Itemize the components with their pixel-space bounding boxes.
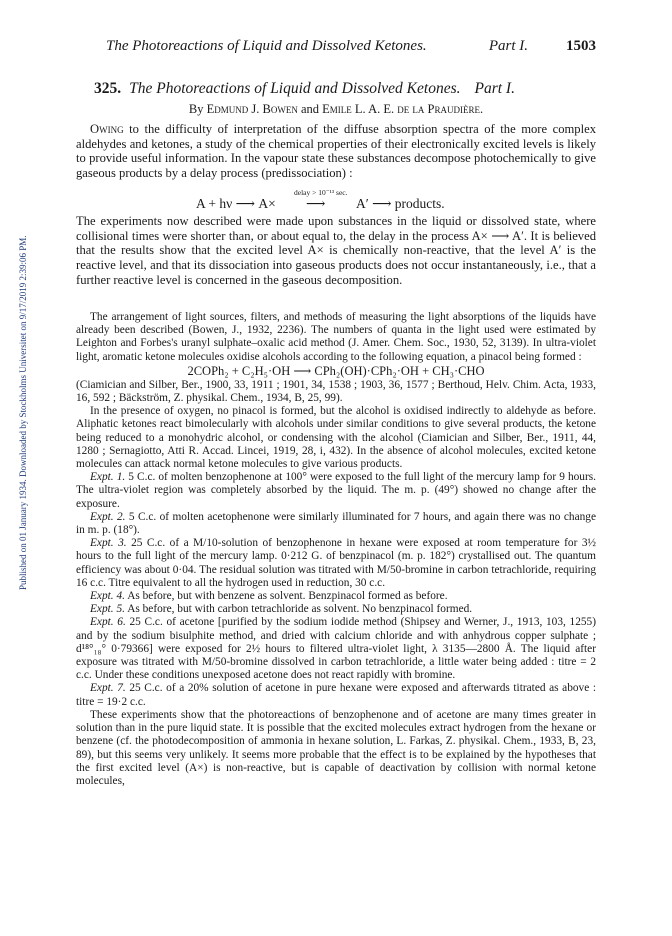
expt-7-text: 25 C.c. of a 20% solution of acetone in pure hexane were exposed and afterwards titrated as above : titre = 19·2 c.c. bbox=[76, 682, 597, 708]
expt-4-label: Expt. 4. bbox=[90, 590, 125, 603]
paragraph-last: These experiments show that the photoreactions of benzophenone and of acetone are many times greater in solution than in the pure liquid state. It is possible that the excited molecules extract hydrogen from the hexane or benzene (cf. the photodecomposition of ammonia in hexane solution, L. Farkas, Z. physikal. Chem., 1933, B, 23, 89), but this seems very unlikely. It seems more probable that the effect is to be explained by the hypotheses that the first excited level (A×) is non-reactive, but is capable of deactivation by collision with normal ketone molecules, bbox=[76, 708, 596, 787]
para2-block bbox=[76, 214, 596, 288]
article-title-text: The Photoreactions of Liquid and Dissolved Ketones. bbox=[129, 80, 461, 97]
expt-1-text: 5 C.c. of molten benzophenone at 100° were exposed to the full light of the mercury lamp for 9 hours. The ultra-violet region was completely absorbed by the liquid. The m. p. (49°) showed no change after the exposure. bbox=[76, 471, 596, 510]
eq1-right: A′ ⟶ products. bbox=[356, 196, 445, 211]
expt-1-label: Expt. 1. bbox=[90, 471, 126, 484]
expt-2 bbox=[76, 511, 596, 537]
expt-5 bbox=[76, 603, 596, 616]
paragraph-5: In the presence of oxygen, no pinacol is formed, but the alcohol is oxidised indirectly to aldehyde as before. Aliphatic ketones react bimolecularly with alcohols under similar conditions to give several products, the ketone being reduced to a monohydric alcohol, or condensing with the alcohol (Ciamician and Silber, Ber., 1911, 44, 1280 ; Sernagiotto, Atti R. Accad. Lincei, 1919, 28, i, 432). In the absence of alcohol molecules, excited ketone molecules can attack normal ketone molecules to give various products. bbox=[76, 405, 596, 471]
article-number: 325. bbox=[94, 80, 122, 97]
running-part: Part I. bbox=[488, 38, 528, 54]
paragraph-4: (Ciamician and Silber, Ber., 1900, 33, 1911 ; 1901, 34, 1538 ; 1903, 36, 1577 ; Berthoud, Helv. Chim. Acta, 1933, 16, 592 ; Bäckström, Z. physikal. Chem., 1934, B, 25, 99). bbox=[76, 378, 596, 405]
download-stamp-text: Published on 01 January 1934. Downloaded by Stockholms Universitet on 9/17/2019 2:39:06 PM. bbox=[18, 235, 28, 590]
download-stamp bbox=[8, 150, 28, 590]
expt-6-text: 25 C.c. of acetone [purified by the sodium iodide method (Shipsey and Werner, J., 1913, 103, 1255) and by the sodium bisulphite method, and dried with calcium chloride and with anhydrous copper sulphate ; d¹⁸°₁₈° 0·79366] were exposed for 2½ hours to filtered ultra-violet light, λ 3135—2800 Å. The liquid after exposure was titrated with M/50-bromine dissolved in carbon tetrachloride, a little water being added : titre = 2 c.c. Under these conditions unexposed acetone does not react rapidly with bromine. bbox=[76, 616, 597, 682]
expt-4-text: As before, but with benzene as solvent. Benzpinacol formed as before. bbox=[127, 590, 448, 603]
experimental-block bbox=[76, 311, 596, 788]
drop-word: Owing bbox=[90, 122, 124, 136]
expt-3-text: 25 C.c. of a M/10-solution of benzophenone in hexane were exposed at room temperature for 3½ hours to the full light of the mercury lamp. 0·212 G. of benzpinacol (m. p. 182°) crystallised out. The quantum efficiency was about 0·04. The residual solution was titrated with M/50-bromine in carbon tetrachloride, requiring 16 c.c. Titre equivalent to all the hydrogen used in reduction, 30 c.c. bbox=[76, 537, 596, 589]
equation-1 bbox=[196, 190, 476, 214]
intro-text: to the difficulty of interpretation of the diffuse absorption spectra of the more complex aldehydes and ketones, a study of the chemical properties of their electronically excited levels is likely to provide useful information. In the vapour state these substances decompose photochemically to give gaseous products by a delay process (predissociation) : bbox=[76, 122, 596, 181]
article-part: Part I. bbox=[474, 80, 515, 97]
eq1-left: A + hν ⟶ A× bbox=[196, 196, 276, 211]
equation-2: 2COPh₂ + C₂H₅·OH ⟶ CPh₂(OH)·CPh₂·OH + CH₃·CHO bbox=[187, 363, 485, 378]
expt-3-label: Expt. 3. bbox=[90, 537, 127, 550]
expt-4 bbox=[76, 590, 596, 603]
byline-and: and bbox=[300, 102, 320, 116]
author-2: Emile L. A. E. de la Praudière. bbox=[322, 102, 484, 116]
expt-7 bbox=[76, 682, 596, 708]
expt-7-label: Expt. 7. bbox=[90, 682, 126, 695]
intro-block bbox=[76, 122, 596, 181]
running-header bbox=[76, 38, 596, 56]
byline bbox=[76, 102, 596, 117]
expt-2-label: Expt. 2. bbox=[90, 510, 126, 523]
expt-3 bbox=[76, 537, 596, 590]
eq1-arrow: ⟶ bbox=[306, 196, 326, 211]
expt-6 bbox=[76, 616, 596, 682]
eq1-annotation: delay > 10⁻¹³ sec. bbox=[294, 188, 348, 197]
expt-5-label: Expt. 5. bbox=[90, 603, 125, 616]
page-number: 1503 bbox=[566, 38, 596, 54]
paragraph-2: The experiments now described were made upon substances in the liquid or dissolved state, where collisional times were shorter than, or about equal to, the delay in the process A× ⟶ A′. It is believed that the results show that the excited level A× is chemically non-reactive, that the level A′ is the reactive level, and that its dissociation into gaseous products does not occur instantaneously, i.e., that a further reactive level is concerned in the gaseous decomposition. bbox=[76, 214, 596, 287]
intro-paragraph bbox=[76, 122, 596, 181]
expt-2-text: 5 C.c. of molten acetophenone were similarly illuminated for 7 hours, and again there was no change in m. p. (18°). bbox=[76, 510, 596, 537]
paragraph-3: The arrangement of light sources, filters, and methods of measuring the light absorptions of the liquids have already been described (Bowen, J., 1932, 2236). The numbers of quanta in the light used were estimated by Leighton and Forbes's uranyl sulphate–oxalic acid method (J. Amer. Chem. Soc., 1930, 52, 3139). In ultra-violet light, aromatic ketone molecules oxidise alcohols according to the following equation, a pinacol being formed : bbox=[76, 311, 596, 363]
expt-1 bbox=[76, 471, 596, 511]
running-title: The Photoreactions of Liquid and Dissolved Ketones. bbox=[106, 38, 427, 54]
byline-by: By bbox=[188, 102, 204, 116]
expt-6-label: Expt. 6. bbox=[90, 616, 126, 629]
expt-5-text: As before, but with carbon tetrachloride as solvent. No benzpinacol formed. bbox=[127, 603, 473, 616]
author-1: Edmund J. Bowen bbox=[206, 102, 298, 116]
article-title bbox=[76, 80, 596, 98]
